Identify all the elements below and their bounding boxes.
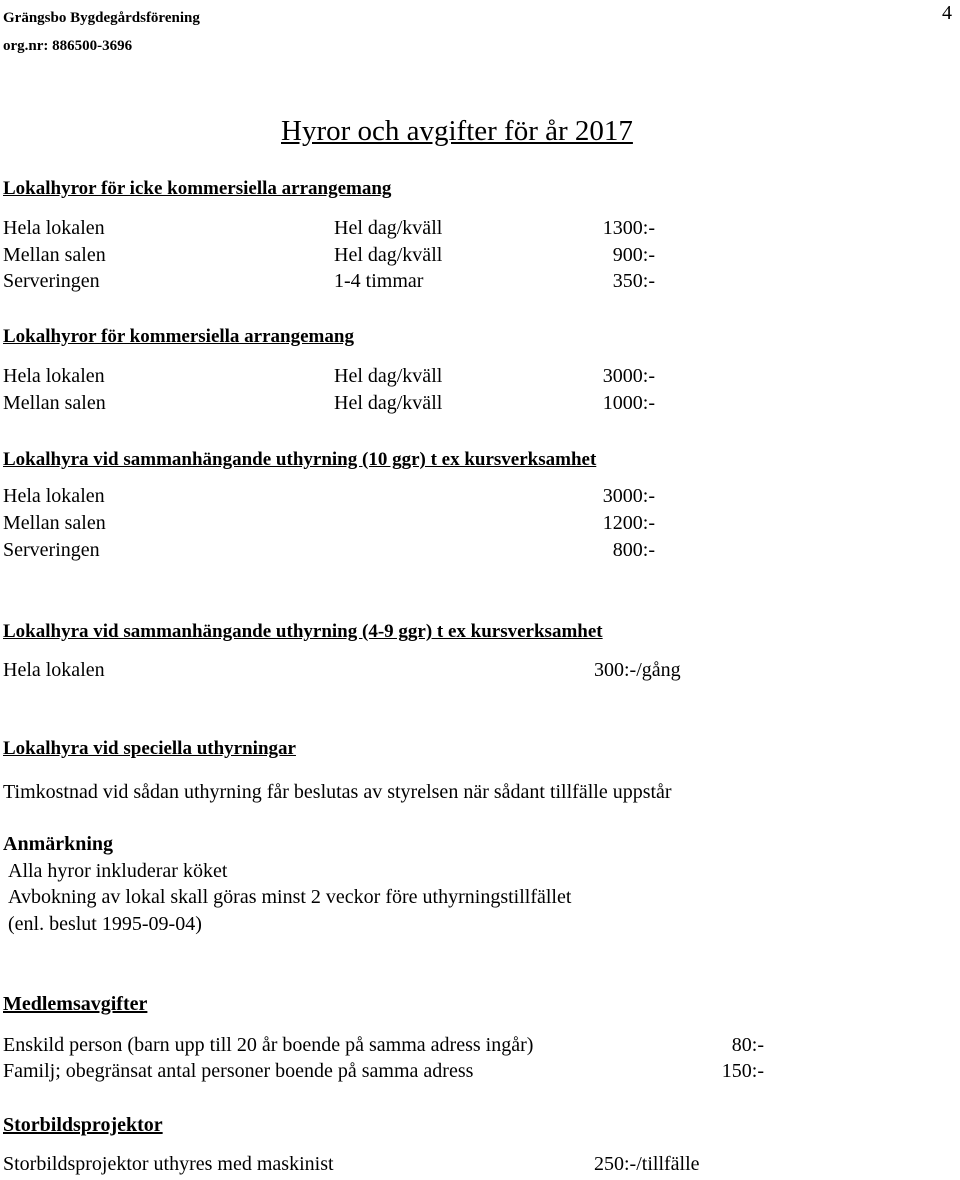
row-price: 1300:- <box>602 217 655 239</box>
section-heading-continuous-4-9: Lokalhyra vid sammanhängande uthyrning (4-9 ggr) t ex kursverksamhet <box>3 621 603 642</box>
page-number: 4 <box>942 2 952 24</box>
row-place: Hela lokalen <box>3 217 105 239</box>
projector-row-label: Storbildsprojektor uthyres med maskinist <box>3 1153 334 1175</box>
section-heading-non-commercial: Lokalhyror för icke kommersiella arrangemang <box>3 178 392 199</box>
remark-line: Avbokning av lokal skall göras minst 2 veckor före uthyrningstillfället <box>8 886 572 908</box>
row-period: Hel dag/kväll <box>334 392 443 414</box>
remark-line: Alla hyror inkluderar köket <box>8 860 228 882</box>
row-price: 3000:- <box>602 485 655 507</box>
membership-row-label: Familj; obegränsat antal personer boende på samma adress <box>3 1060 474 1082</box>
row-place: Hela lokalen <box>3 659 105 681</box>
membership-row-price: 80:- <box>731 1034 764 1056</box>
section-heading-special: Lokalhyra vid speciella uthyrningar <box>3 738 296 759</box>
section-heading-membership: Medlemsavgifter <box>3 993 148 1015</box>
membership-row-price: 150:- <box>721 1060 764 1082</box>
row-period: 1-4 timmar <box>334 270 424 292</box>
row-price: 3000:- <box>602 365 655 387</box>
row-place: Hela lokalen <box>3 365 105 387</box>
row-place: Mellan salen <box>3 244 106 266</box>
org-number: org.nr: 886500-3696 <box>3 38 133 54</box>
row-place: Mellan salen <box>3 512 106 534</box>
row-price: 350:- <box>612 270 655 292</box>
projector-row-price: 250:-/tillfälle <box>594 1153 700 1175</box>
row-place: Serveringen <box>3 270 100 292</box>
row-price: 1000:- <box>602 392 655 414</box>
section-heading-commercial: Lokalhyror för kommersiella arrangemang <box>3 326 354 347</box>
org-name: Grängsbo Bygdegårdsförening <box>3 10 200 26</box>
row-price: 1200:- <box>602 512 655 534</box>
row-price: 900:- <box>612 244 655 266</box>
remark-line: (enl. beslut 1995-09-04) <box>8 913 202 935</box>
row-price: 800:- <box>612 539 655 561</box>
remark-heading: Anmärkning <box>3 833 114 855</box>
row-period: Hel dag/kväll <box>334 365 443 387</box>
page-title: Hyror och avgifter för år 2017 <box>281 115 633 147</box>
row-price: 300:-/gång <box>594 659 681 681</box>
section-heading-projector: Storbildsprojektor <box>3 1114 163 1136</box>
special-text: Timkostnad vid sådan uthyrning får beslutas av styrelsen när sådant tillfälle uppstår <box>3 781 672 803</box>
row-period: Hel dag/kväll <box>334 244 443 266</box>
membership-row-label: Enskild person (barn upp till 20 år boende på samma adress ingår) <box>3 1034 534 1056</box>
section-heading-continuous-10: Lokalhyra vid sammanhängande uthyrning (10 ggr) t ex kursverksamhet <box>3 449 597 470</box>
row-place: Hela lokalen <box>3 485 105 507</box>
row-period: Hel dag/kväll <box>334 217 443 239</box>
row-place: Serveringen <box>3 539 100 561</box>
row-place: Mellan salen <box>3 392 106 414</box>
